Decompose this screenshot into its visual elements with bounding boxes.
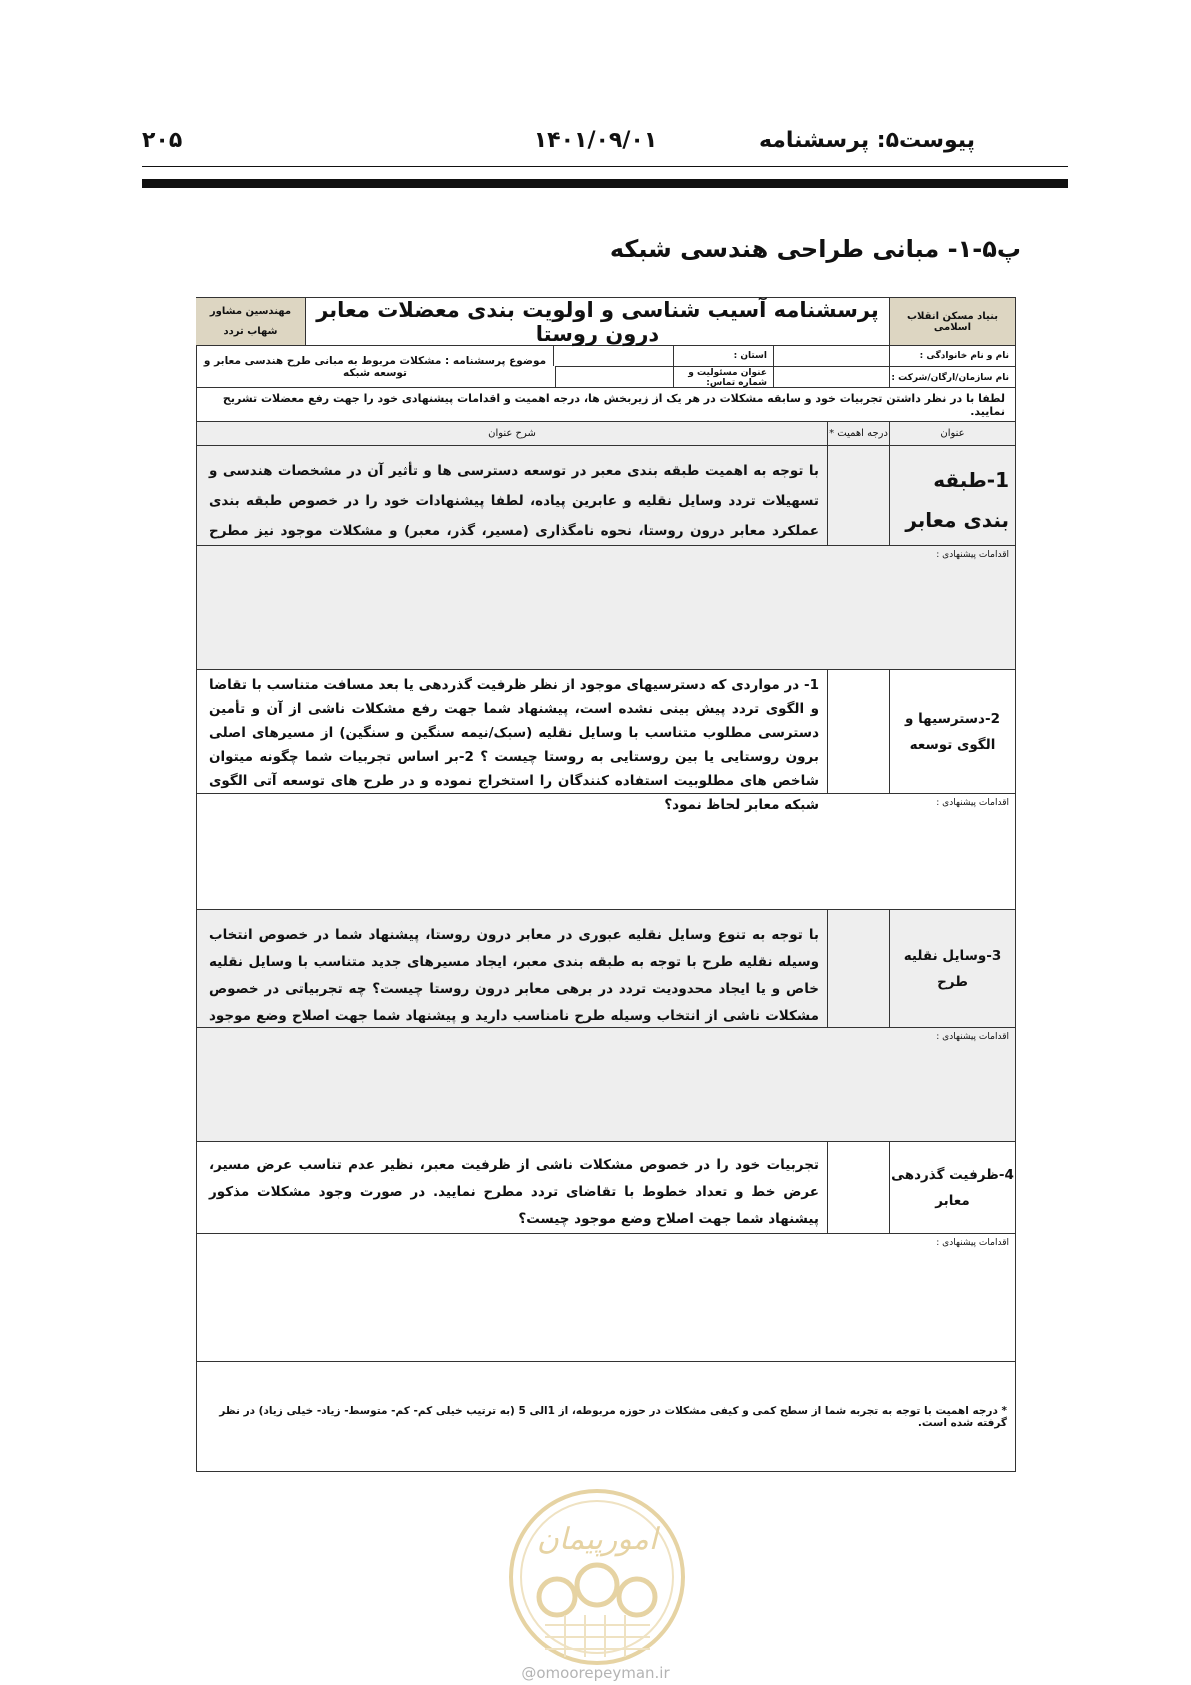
section-title: پ۵-۱- مبانی طراحی هندسی شبکه xyxy=(609,235,1021,263)
position-input[interactable] xyxy=(555,367,673,388)
footnote-text: * درجه اهمیت با توجه به تجربه شما از سطح کمی و کیفی مشکلات در حوزه مربوطه، از 1الی 5 (به ترتیب خیلی کم- کم- متوسط- زیاد- خیلی زیاد) در نظر گرفته شده است. xyxy=(219,1404,1007,1429)
actions-label: اقدامات پیشنهادی : xyxy=(936,1238,1009,1248)
actions-row-4[interactable] xyxy=(197,1234,1015,1362)
question-4-importance[interactable] xyxy=(827,1142,889,1233)
actions-row-1[interactable] xyxy=(197,546,1015,670)
question-2-title: 2-دسترسیها و الگوی توسعه xyxy=(889,670,1015,793)
footnote xyxy=(197,1362,1015,1471)
question-2-importance[interactable] xyxy=(827,670,889,793)
info-row xyxy=(197,346,1015,388)
consultant-line-2: شهاب تردد xyxy=(223,325,278,337)
questionnaire-form xyxy=(196,297,1016,1472)
question-3-importance[interactable] xyxy=(827,910,889,1027)
actions-label: اقدامات پیشنهادی : xyxy=(936,798,1009,808)
actions-row-2[interactable] xyxy=(197,794,1015,910)
actions-row-3[interactable] xyxy=(197,1028,1015,1142)
question-1-importance[interactable] xyxy=(827,446,889,545)
info-fields xyxy=(555,346,1015,387)
province-input[interactable] xyxy=(553,346,673,366)
question-row-1 xyxy=(197,446,1015,546)
watermark-logo-text: امورپیمان xyxy=(536,1522,658,1557)
org-name: بنیاد مسکن انقلاب اسلامی xyxy=(889,298,1015,345)
question-4-title: 4-ظرفیت گذردهی معابر xyxy=(889,1142,1015,1233)
watermark-website: @omoorepeyman.ir xyxy=(521,1664,670,1682)
province-label: استان : xyxy=(673,346,773,366)
header-date: ۱۴۰۱/۰۹/۰۱ xyxy=(533,128,658,153)
name-input[interactable] xyxy=(773,346,889,366)
header-thin-rule xyxy=(142,166,1068,167)
question-row-4 xyxy=(197,1142,1015,1234)
question-3-desc: با توجه به تنوع وسایل نقلیه عبوری در معابر درون روستا، پیشنهاد شما در خصوص انتخاب وسیله نقلیه طرح با توجه به طبقه بندی معبر، ایجاد مسیرهای جدید متناسب با وسایل نقلیه خاص و یا ایجاد محدودیت تردد در برهی معابر درون روستا چیست؟ چه تجربیاتی در خصوص مشکلات ناشی از انتخاب وسیله طرح نامناسب دارید و پیشنهاد شما جهت اصلاح وضع موجود xyxy=(209,927,819,1024)
page-number: ۲۰۵ xyxy=(142,128,183,153)
consultant-name xyxy=(196,298,305,345)
organization-input[interactable] xyxy=(773,367,889,388)
question-1-desc: با توجه به اهمیت طبقه بندی معبر در توسعه دسترسی ها و تأثیر آن در مشخصات هندسی و تسهیلات تردد وسایل نقلیه و عابرین پیاده، لطفا پیشنهادات خود را در خصوص طبقه بندی عملکرد معابر درون روستا، نحوه نامگذاری (مسیر، گذر، معبر) و مشکلات موجود نیز مطرح xyxy=(209,463,819,539)
form-header-row xyxy=(197,298,1015,346)
questionnaire-subject: موضوع پرسشنامه : مشکلات مربوط به مبانی طرح هندسی معابر و توسعه شبکه xyxy=(203,354,547,379)
form-title: پرسشنامه آسیب شناسی و اولویت بندی معضلات معابر درون روستا xyxy=(305,298,889,345)
consultant-line-1: مهندسین مشاور xyxy=(209,305,292,317)
organization-label: نام سازمان/ارگان/شرکت : xyxy=(889,367,1015,388)
question-1-title: 1-طبقه بندی معابر xyxy=(889,446,1015,545)
column-header-row xyxy=(197,422,1015,446)
col-desc-header: شرح عنوان xyxy=(488,428,536,439)
col-title-header: عنوان xyxy=(889,422,1015,445)
appendix-title: پیوست۵: پرسشنامه xyxy=(758,128,975,153)
question-4-desc: تجربیات خود را در خصوص مشکلات ناشی از ظرفیت معبر، نظیر عدم تناسب عرض مسیر، عرض خط و تعداد خطوط با تقاضای تردد مطرح نمایید. در صورت وجود مشکلات مذکور پیشنهاد شما جهت اصلاح وضع موجود چیست؟ xyxy=(209,1157,819,1227)
header-thick-rule xyxy=(142,179,1068,188)
actions-label: اقدامات پیشنهادی : xyxy=(936,1032,1009,1042)
name-label: نام و نام خانوادگی : xyxy=(889,346,1015,366)
instruction-text: لطفا با در نظر داشتن تجربیات خود و سابقه مشکلات در هر یک از زیربخش ها، درجه اهمیت و اقدامات پیشنهادی خود را جهت رفع معضلات تشریح نمایید. xyxy=(222,391,1005,418)
question-2-desc: 1- در مواردی که دسترسیهای موجود از نظر ظرفیت گذردهی یا بعد مسافت متناسب با تقاضا و الگوی تردد پیش بینی نشده است، پیشنهاد شما جهت رفع مشکلات ناشی از آن و تأمین دسترسی مطلوب متناسب با وسایل نقلیه (سبک/نیمه سنگین و سنگین) از مسیرهای اصلی برون روستایی یا بین روستایی به روستا چیست ؟ 2-بر اساس تجربیات شما چگونه میتوان شاخص های مطلوبیت استفاده کنندگان را استخراج نموده و در طرح های توسعه آتی الگوی شبکه معابر لحاظ نمود؟ xyxy=(209,677,819,813)
instruction-row xyxy=(197,388,1015,422)
question-3-title: 3-وسایل نقلیه طرح xyxy=(889,910,1015,1027)
position-label: عنوان مسئولیت و شماره تماس: xyxy=(673,367,773,388)
watermark-logo-icon xyxy=(505,1485,690,1670)
col-importance-header: درجه اهمیت * xyxy=(827,422,889,445)
question-row-3 xyxy=(197,910,1015,1028)
actions-label: اقدامات پیشنهادی : xyxy=(936,550,1009,560)
